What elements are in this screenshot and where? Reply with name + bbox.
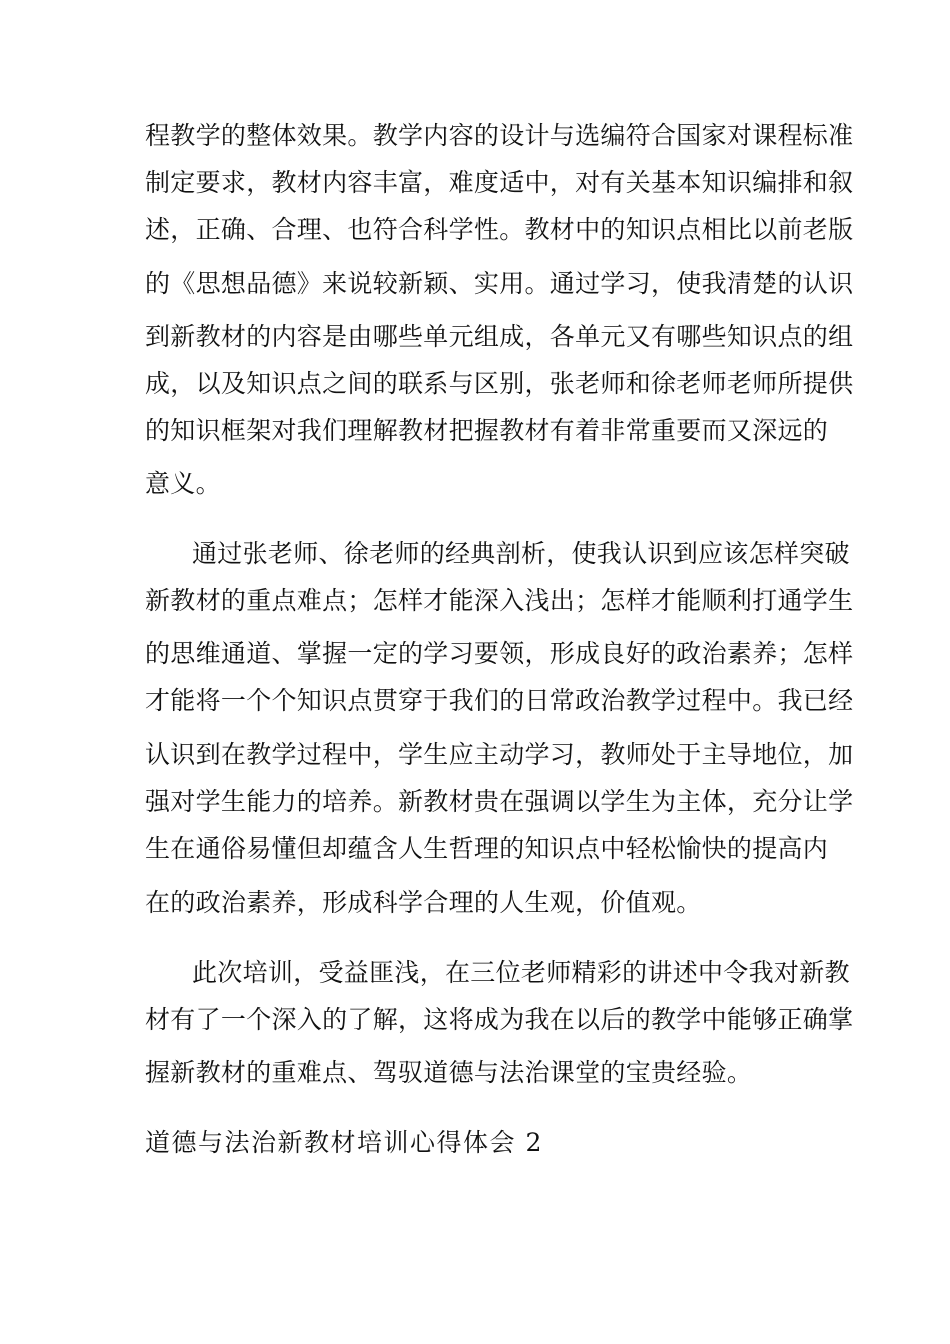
text-line: 认识到在教学过程中，学生应主动学习，教师处于主导地位，加	[145, 740, 854, 769]
text-line: 在的政治素养，形成科学合理的人生观，价值观。	[145, 888, 702, 917]
text-line: 述，正确、合理、也符合科学性。教材中的知识点相比以前老版	[145, 215, 854, 244]
text-line: 的思维通道、掌握一定的学习要领，形成良好的政治素养；怎样	[145, 639, 854, 668]
section-heading: 道德与法治新教材培训心得体会 2	[145, 1128, 543, 1157]
text-line: 材有了一个深入的了解，这将成为我在以后的教学中能够正确掌	[145, 1005, 854, 1034]
text-line: 生在通俗易懂但却蕴含人生哲理的知识点中轻松愉快的提高内	[145, 834, 829, 863]
text-line: 成，以及知识点之间的联系与区别，张老师和徐老师老师所提供	[145, 369, 854, 398]
text-line: 到新教材的内容是由哪些单元组成，各单元又有哪些知识点的组	[145, 322, 854, 351]
text-line: 新教材的重点难点；怎样才能深入浅出；怎样才能顺利打通学生	[145, 586, 854, 615]
text-line: 此次培训，受益匪浅，在三位老师精彩的讲述中令我对新教	[192, 958, 850, 987]
text-line: 的《思想品德》来说较新颖、实用。通过学习，使我清楚的认识	[145, 269, 854, 298]
text-line: 程教学的整体效果。教学内容的设计与选编符合国家对课程标准	[145, 121, 854, 150]
text-line: 握新教材的重难点、驾驭道德与法治课堂的宝贵经验。	[145, 1058, 753, 1087]
text-line: 意义。	[145, 469, 221, 498]
text-line: 才能将一个个知识点贯穿于我们的日常政治教学过程中。我已经	[145, 686, 854, 715]
text-line: 通过张老师、徐老师的经典剖析，使我认识到应该怎样突破	[192, 539, 850, 568]
text-line: 的知识框架对我们理解教材把握教材有着非常重要而又深远的	[145, 416, 829, 445]
text-line: 强对学生能力的培养。新教材贵在强调以学生为主体，充分让学	[145, 787, 854, 816]
text-line: 制定要求，教材内容丰富，难度适中，对有关基本知识编排和叙	[145, 168, 854, 197]
